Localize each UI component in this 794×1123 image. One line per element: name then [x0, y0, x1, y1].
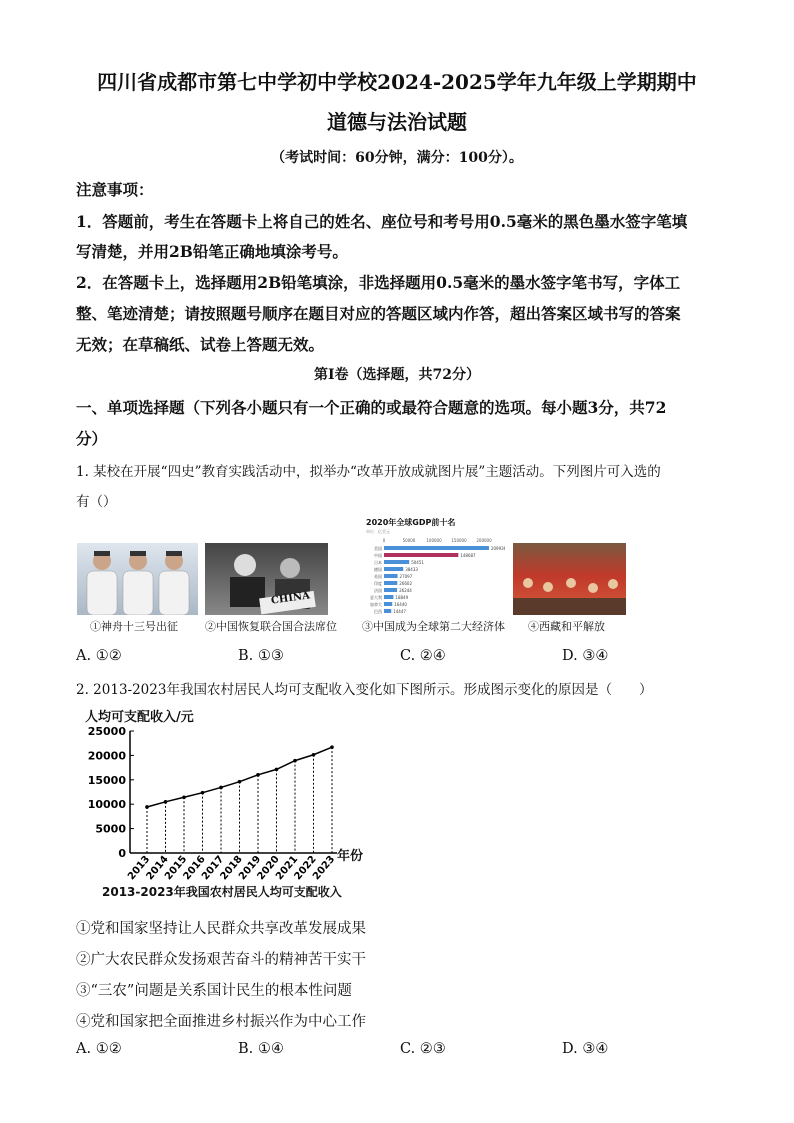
x-tick-label: 2023 [310, 853, 338, 883]
gdp-tick-label: 200000 [476, 538, 492, 543]
caption-4: ④西藏和平解放 [528, 620, 605, 633]
title-line-1: 四川省成都市第七中学初中学校2024-2025学年九年级上学期期中 [97, 70, 697, 94]
gdp-country-label: 德国 [374, 567, 382, 572]
x-tick-label: 2017 [199, 853, 227, 883]
q1-option-b[interactable]: B. ①③ [238, 648, 284, 664]
income-line-chart [80, 700, 380, 900]
q1-stem-line-1: 1. 某校在开展“四史”教育实践活动中，拟举办“改革开放成就图片展”主题活动。下列图片可入选的 [76, 464, 661, 480]
notice-2-line-3: 无效；在草稿纸、试卷上答题无效。 [76, 335, 325, 354]
y-tick-label: 20000 [87, 749, 126, 763]
gdp-value-label: 18849 [395, 595, 409, 600]
gdp-bar [384, 546, 489, 550]
section-1-line-2: 分） [76, 429, 108, 448]
q2-item-4: ④党和国家把全面推进乡村振兴作为中心工作 [76, 1014, 366, 1030]
gdp-bar [384, 560, 409, 564]
gdp-tick-label: 0 [382, 538, 386, 543]
x-tick-label: 2016 [181, 853, 208, 883]
gdp-bar [384, 553, 458, 557]
x-tick-label: 2021 [273, 853, 301, 883]
chart-title: 2013-2023年我国农村居民人均可支配收入 [102, 885, 342, 899]
gdp-chart-svg [362, 517, 505, 617]
gdp-value-label: 16440 [394, 602, 407, 607]
gdp-chart-title: 2020年全球GDP前十名 [366, 518, 456, 527]
gdp-value-label: 38433 [405, 567, 418, 572]
q2-item-1: ①党和国家坚持让人民群众共享改革发展成果 [76, 921, 366, 937]
gdp-country-label: 加拿大 [370, 602, 382, 607]
y-tick-label: 15000 [87, 773, 126, 787]
section-1-line-1: 一、单项选择题（下列各小题只有一个正确的或最符合题意的选项。每小题3分，共72 [76, 398, 667, 417]
gdp-bar [384, 602, 392, 606]
y-tick-label: 5000 [95, 822, 126, 836]
photo-sign-text: CHINA [270, 590, 311, 607]
gdp-country-label: 意大利 [370, 595, 382, 600]
gdp-chart-image [362, 517, 505, 617]
y-tick-label: 25000 [87, 725, 126, 738]
caption-2: ②中国恢复联合国合法席位 [205, 620, 337, 633]
gdp-value-label: 148687 [460, 553, 476, 558]
gdp-country-label: 美国 [374, 546, 382, 551]
notice-1-line-2: 写清楚，并用2B铅笔正确地填涂考号。 [76, 242, 348, 261]
q2-item-3: ③“三农”问题是关系国计民生的根本性问题 [76, 983, 352, 999]
q1-stem-line-2: 有（） [76, 494, 117, 510]
x-tick-label: 2019 [236, 853, 264, 883]
gdp-value-label: 50451 [411, 560, 424, 565]
q2-item-2: ②广大农民群众发扬艰苦奋斗的精神苦干实干 [76, 952, 366, 968]
caption-1: ①神舟十三号出征 [90, 620, 178, 633]
q1-option-a[interactable]: A. ①② [76, 648, 122, 664]
x-tick-label: 2020 [255, 853, 282, 883]
gdp-value-label: 26244 [399, 588, 412, 593]
chart-ylabel: 人均可支配收入/元 [85, 710, 194, 725]
q1-option-d[interactable]: D. ③④ [562, 648, 609, 664]
x-tick-label: 2014 [144, 853, 171, 883]
line-chart-svg [80, 700, 380, 900]
gdp-country-label: 中国 [374, 553, 382, 558]
gdp-bar [384, 567, 403, 571]
gdp-country-label: 英国 [374, 574, 382, 579]
gdp-bar [384, 574, 398, 578]
photo-china-un-seat [205, 543, 328, 615]
q2-option-b[interactable]: B. ①④ [238, 1041, 284, 1057]
notice-2-line-2: 整、笔迹清楚；请按照题号顺序在题目对应的答题区域内作答，超出答案区域书写的答案 [76, 304, 681, 323]
gdp-country-label: 日本 [374, 560, 382, 565]
chart-xlabel: 年份 [337, 849, 364, 864]
photo-tibet-liberation [513, 543, 626, 615]
gdp-value-label: 14447 [393, 609, 406, 614]
notice-heading: 注意事项： [76, 180, 154, 199]
gdp-tick-label: 100000 [426, 538, 442, 543]
x-tick-label: 2018 [218, 853, 245, 883]
title-line-2: 道德与法治试题 [327, 110, 467, 134]
x-tick-label: 2013 [125, 853, 153, 883]
q2-stem: 2. 2013-2023年我国农村居民人均可支配收入变化如下图所示。形成图示变化的原因是（ ） [76, 682, 653, 698]
gdp-bar [384, 581, 397, 585]
gdp-bar [384, 588, 397, 592]
gdp-value-label: 27097 [399, 574, 413, 579]
gdp-value-label: 26602 [399, 581, 413, 586]
gdp-country-label: 巴西 [374, 609, 382, 614]
y-tick-label: 10000 [87, 798, 126, 812]
notice-1-line-1: 1．答题前，考生在答题卡上将自己的姓名、座位号和考号用0.5毫米的黑色墨水签字笔填 [76, 212, 688, 231]
caption-3: ③中国成为全球第二大经济体 [362, 620, 505, 633]
q2-option-c[interactable]: C. ②③ [400, 1041, 446, 1057]
photo-shenzhou-13-astronauts [77, 543, 198, 615]
gdp-country-label: 印度 [374, 581, 382, 586]
gdp-value-label: 209936 [490, 546, 505, 551]
q2-option-d[interactable]: D. ③④ [562, 1041, 609, 1057]
gdp-tick-label: 50000 [402, 538, 416, 543]
y-tick-label: 0 [118, 847, 126, 860]
gdp-bar [384, 609, 391, 613]
x-tick-label: 2015 [162, 853, 190, 883]
part-1-heading: 第Ⅰ卷（选择题，共72分） [313, 367, 481, 383]
q2-option-a[interactable]: A. ①② [76, 1041, 122, 1057]
q1-option-c[interactable]: C. ②④ [400, 648, 446, 664]
exam-info: （考试时间：60分钟，满分：100分）。 [271, 150, 523, 166]
gdp-chart-unit: 单位：亿美元 [366, 529, 390, 534]
gdp-country-label: 法国 [374, 588, 382, 593]
gdp-tick-label: 150000 [451, 538, 467, 543]
gdp-bar [384, 595, 393, 599]
notice-2-line-1: 2．在答题卡上，选择题用2B铅笔填涂，非选择题用0.5毫米的墨水签字笔书写，字体工 [76, 273, 681, 292]
x-tick-label: 2022 [292, 853, 319, 883]
